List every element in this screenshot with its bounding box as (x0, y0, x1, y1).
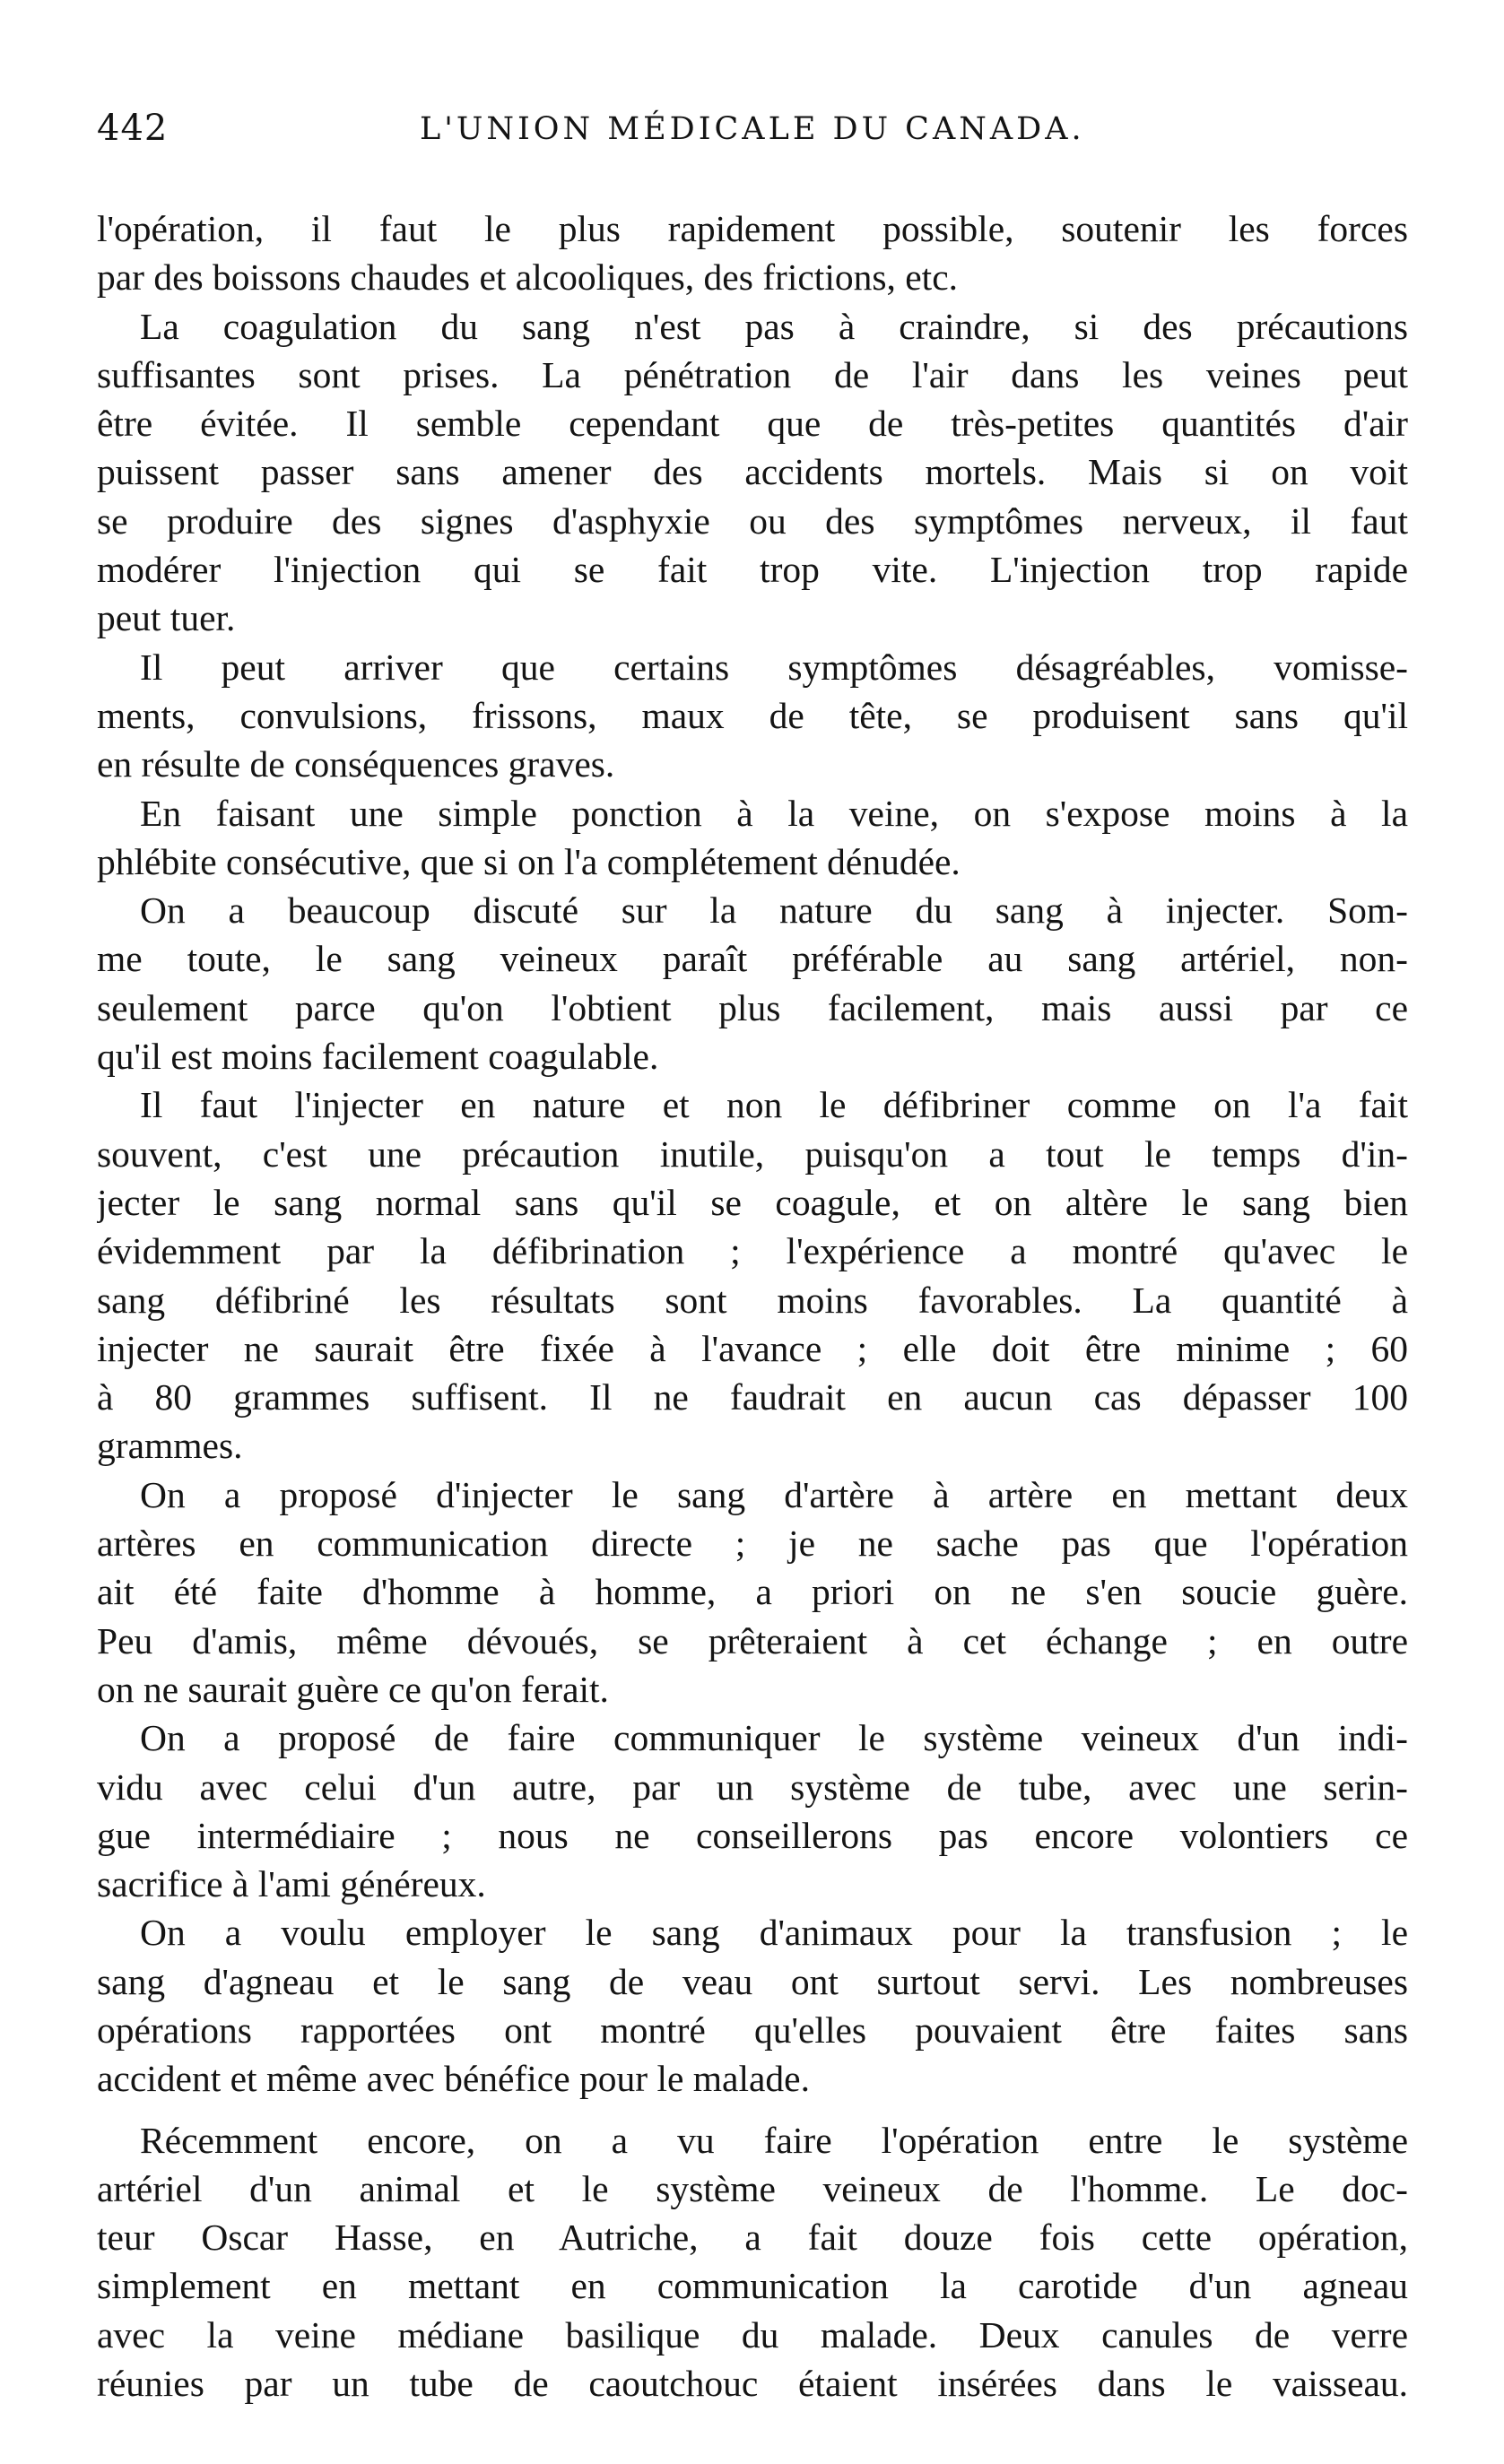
text-line: souvent, c'est une précaution inutile, puisqu'on a tout le temps d'in- (97, 1132, 1408, 1175)
text-line: Récemment encore, on a vu faire l'opération entre le système (140, 2119, 1408, 2161)
text-line: vidu avec celui d'un autre, par un système de tube, avec une serin- (97, 1766, 1408, 1808)
text-line: sacrifice à l'ami généreux. (97, 1863, 486, 1905)
text-line: sang défibriné les résultats sont moins favorables. La quantité à (97, 1279, 1408, 1321)
text-line: peut tuer. (97, 597, 236, 639)
text-line: par des boissons chaudes et alcooliques, des frictions, etc. (97, 256, 959, 299)
text-line: La coagulation du sang n'est pas à craindre, si des précautions (140, 305, 1408, 347)
text-line: artères en communication directe ; je ne sache pas que l'opération (97, 1523, 1408, 1565)
text-line: l'opération, il faut le plus rapidement possible, soutenir les forces (97, 208, 1408, 249)
text-line: puissent passer sans amener des accidents mortels. Mais si on voit (97, 451, 1408, 493)
page-header (97, 108, 1406, 161)
text-line: Il peut arriver que certains symptômes désagréables, vomisse- (140, 646, 1408, 688)
text-line: on ne saurait guère ce qu'on ferait. (97, 1668, 609, 1710)
text-line: sang d'agneau et le sang de veau ont surtout servi. Les nombreuses (97, 1960, 1408, 2002)
text-line: modérer l'injection qui se fait trop vite. L'injection trop rapide (97, 549, 1408, 591)
text-line: avec la veine médiane basilique du malade. Deux canules de verre (97, 2313, 1408, 2356)
text-line: gue intermédiaire ; nous ne conseillerons pas encore volontiers ce (97, 1814, 1408, 1856)
text-line: injecter ne saurait être fixée à l'avance ; elle doit être minime ; 60 (97, 1327, 1408, 1369)
text-line: opérations rapportées ont montré qu'elles pouvaient être faites sans (97, 2009, 1408, 2051)
text-line: accident et même avec bénéfice pour le malade. (97, 2058, 810, 2100)
text-line: Il faut l'injecter en nature et non le défibriner comme on l'a fait (140, 1084, 1408, 1126)
text-line: phlébite consécutive, que si on l'a complétement dénudée. (97, 840, 961, 882)
text-line: me toute, le sang veineux paraît préférable au sang artériel, non- (97, 938, 1408, 980)
paragraph-spacer (97, 2104, 1408, 2116)
text-line: se produire des signes d'asphyxie ou des symptômes nerveux, il faut (97, 499, 1408, 542)
page-number: 442 (97, 108, 169, 149)
text-line: Peu d'amis, même dévoués, se prêteraient à cet échange ; en outre (97, 1619, 1408, 1661)
text-line: teur Oscar Hasse, en Autriche, a fait douze fois cette opération, (97, 2217, 1408, 2259)
text-line: En faisant une simple ponction à la veine, on s'expose moins à la (140, 792, 1408, 834)
text-line: évidemment par la défibrination ; l'expérience a montré qu'avec le (97, 1230, 1408, 1272)
text-line: On a beaucoup discuté sur la nature du sang à injecter. Som- (140, 889, 1408, 932)
text-line: On a proposé d'injecter le sang d'artère à artère en mettant deux (140, 1473, 1408, 1515)
text-line: simplement en mettant en communication la carotide d'un agneau (97, 2265, 1408, 2307)
text-line: ait été faite d'homme à homme, a priori on ne s'en soucie guère. (97, 1571, 1408, 1613)
running-title: L'UNION MÉDICALE DU CANADA. (420, 111, 1085, 147)
text-line: seulement parce qu'on l'obtient plus facilement, mais aussi par ce (97, 986, 1408, 1028)
text-line: qu'il est moins facilement coagulable. (97, 1036, 659, 1078)
page-body (97, 204, 1408, 2408)
text-line: On a proposé de faire communiquer le système veineux d'un indi- (140, 1717, 1408, 1759)
text-line: à 80 grammes suffisent. Il ne faudrait en aucun cas dépasser 100 (97, 1376, 1408, 1419)
text-line: réunies par un tube de caoutchouc étaient insérées dans le vaisseau. (97, 2363, 1408, 2405)
text-line: On a voulu employer le sang d'animaux pour la transfusion ; le (140, 1912, 1408, 1954)
text-line: en résulte de conséquences graves. (97, 743, 615, 785)
text-line: artériel d'un animal et le système veineux de l'homme. Le doc- (97, 2167, 1408, 2209)
text-line: jecter le sang normal sans qu'il se coagule, et on altère le sang bien (97, 1181, 1408, 1223)
text-line: suffisantes sont prises. La pénétration de l'air dans les veines peut (97, 353, 1408, 395)
text-line: ments, convulsions, frissons, maux de tête, se produisent sans qu'il (97, 694, 1408, 736)
text-line: grammes. (97, 1425, 243, 1467)
text-line: être évitée. Il semble cependant que de très-petites quantités d'air (97, 403, 1408, 445)
